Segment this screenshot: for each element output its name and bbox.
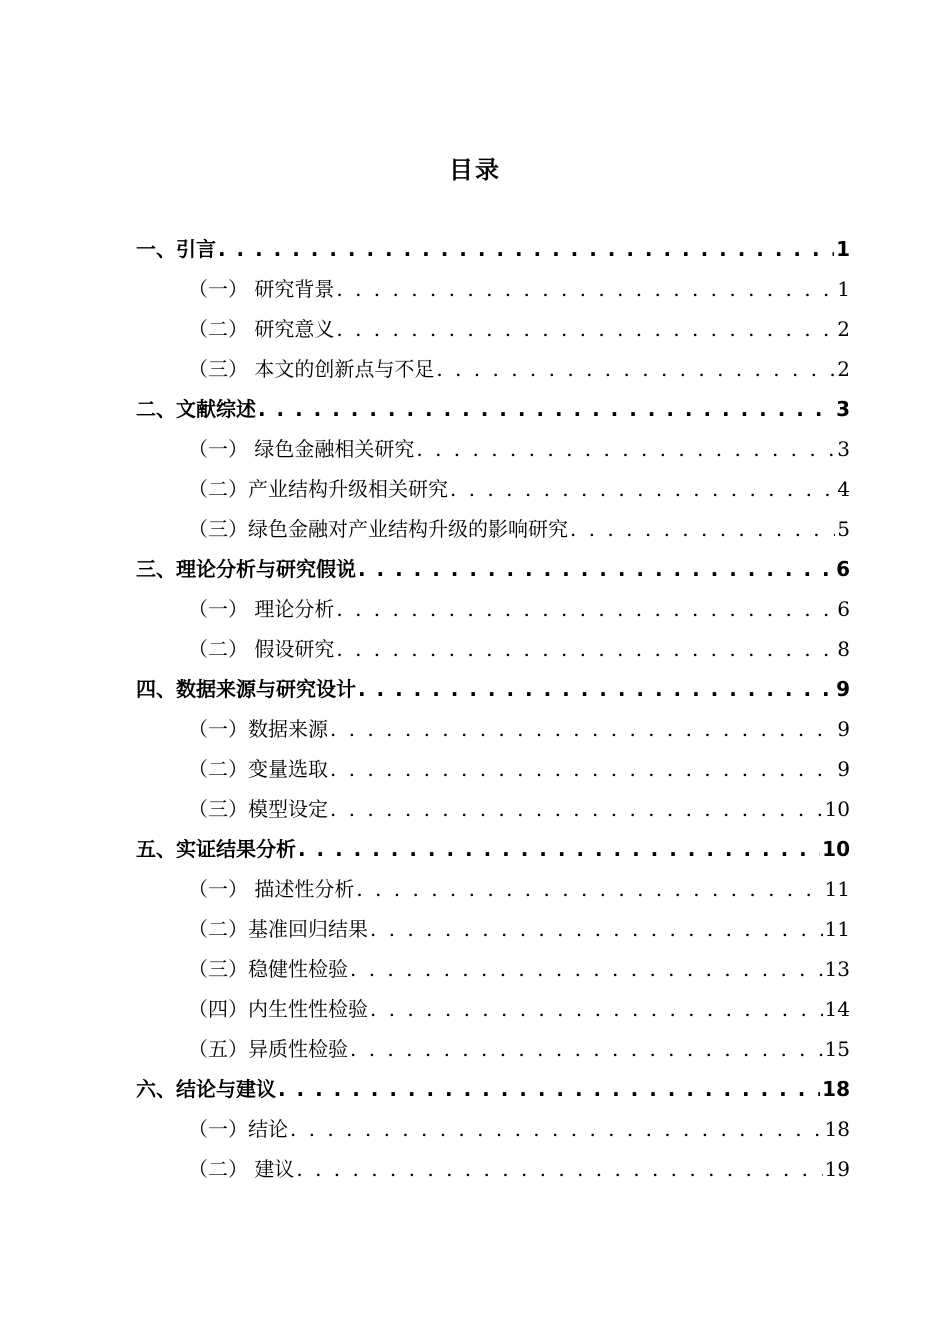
- toc-chapter-entry[interactable]: [136, 389, 850, 429]
- toc-dot-leader: [290, 1109, 823, 1149]
- toc-dot-leader: [298, 829, 820, 869]
- toc-section-entry[interactable]: [136, 869, 850, 909]
- toc-page-number: 10: [822, 837, 850, 861]
- toc-chapter-entry[interactable]: [136, 1069, 850, 1109]
- toc-dot-leader: [370, 989, 823, 1029]
- toc-dot-leader: [330, 749, 835, 789]
- toc-section-entry[interactable]: [136, 509, 850, 549]
- toc-section-entry[interactable]: [136, 349, 850, 389]
- toc-entry-title: 五、实证结果分析: [136, 837, 296, 861]
- toc-dot-leader: [296, 1149, 822, 1189]
- toc-dot-leader: [350, 1029, 823, 1069]
- toc-dot-leader: [350, 949, 823, 989]
- toc-chapter-entry[interactable]: [136, 229, 850, 269]
- toc-page-number: 6: [837, 597, 850, 621]
- toc-page-number: 2: [837, 357, 850, 381]
- toc-page-number: 4: [837, 477, 850, 501]
- toc-section-entry[interactable]: [136, 309, 850, 349]
- toc-dot-leader: [358, 549, 834, 589]
- toc-entry-title: （二） 建议: [188, 1157, 295, 1181]
- toc-page-number: 15: [824, 1037, 850, 1061]
- toc-entry-title: （一）结论: [188, 1117, 288, 1141]
- toc-page-number: 3: [837, 437, 850, 461]
- toc-section-entry[interactable]: [136, 909, 850, 949]
- toc-section-entry[interactable]: [136, 1029, 850, 1069]
- table-of-contents: [136, 229, 850, 1189]
- toc-section-entry[interactable]: [136, 589, 850, 629]
- toc-dot-leader: [330, 789, 823, 829]
- toc-entry-title: （四）内生性性检验: [188, 997, 368, 1021]
- toc-dot-leader: [330, 709, 835, 749]
- toc-chapter-entry[interactable]: [136, 549, 850, 589]
- toc-section-entry[interactable]: [136, 989, 850, 1029]
- toc-entry-title: （二） 研究意义: [188, 317, 335, 341]
- toc-page-number: 18: [822, 1077, 850, 1101]
- toc-entry-title: （一） 描述性分析: [188, 877, 355, 901]
- toc-entry-title: （二）基准回归结果: [188, 917, 368, 941]
- toc-dot-leader: [336, 309, 835, 349]
- toc-page-number: 11: [824, 917, 850, 941]
- toc-page-number: 9: [837, 757, 850, 781]
- toc-page-number: 19: [824, 1157, 850, 1181]
- toc-entry-title: （二）变量选取: [188, 757, 328, 781]
- toc-page-number: 5: [837, 517, 850, 541]
- toc-page-number: 8: [837, 637, 850, 661]
- toc-entry-title: （二） 假设研究: [188, 637, 335, 661]
- toc-dot-leader: [278, 1069, 820, 1109]
- toc-entry-title: 六、结论与建议: [136, 1077, 276, 1101]
- toc-page-number: 18: [824, 1117, 850, 1141]
- toc-page-number: 3: [836, 397, 850, 421]
- toc-dot-leader: [570, 509, 835, 549]
- toc-section-entry[interactable]: [136, 1149, 850, 1189]
- toc-entry-title: （三）绿色金融对产业结构升级的影响研究: [188, 517, 568, 541]
- toc-section-entry[interactable]: [136, 429, 850, 469]
- toc-dot-leader: [416, 429, 835, 469]
- toc-dot-leader: [356, 869, 822, 909]
- toc-entry-title: （一）数据来源: [188, 717, 328, 741]
- toc-dot-leader: [436, 349, 835, 389]
- toc-page-number: 1: [836, 237, 850, 261]
- toc-entry-title: （一） 绿色金融相关研究: [188, 437, 415, 461]
- toc-entry-title: （三）稳健性检验: [188, 957, 348, 981]
- toc-section-entry[interactable]: [136, 629, 850, 669]
- toc-chapter-entry[interactable]: [136, 829, 850, 869]
- toc-page-number: 6: [836, 557, 850, 581]
- toc-dot-leader: [370, 909, 823, 949]
- toc-page-number: 1: [837, 277, 850, 301]
- toc-chapter-entry[interactable]: [136, 669, 850, 709]
- toc-page-number: 13: [824, 957, 850, 981]
- page-title: 目录: [449, 156, 501, 184]
- toc-section-entry[interactable]: [136, 749, 850, 789]
- toc-section-entry[interactable]: [136, 789, 850, 829]
- toc-entry-title: 三、理论分析与研究假说: [136, 557, 356, 581]
- toc-page-number: 2: [837, 317, 850, 341]
- toc-entry-title: （五）异质性检验: [188, 1037, 348, 1061]
- toc-dot-leader: [258, 389, 834, 429]
- toc-entry-title: （三）模型设定: [188, 797, 328, 821]
- toc-dot-leader: [336, 589, 835, 629]
- toc-entry-title: （二）产业结构升级相关研究: [188, 477, 448, 501]
- toc-page-number: 11: [824, 877, 850, 901]
- toc-dot-leader: [218, 229, 834, 269]
- toc-page-number: 10: [824, 797, 850, 821]
- toc-section-entry[interactable]: [136, 269, 850, 309]
- toc-entry-title: 一、引言: [136, 237, 216, 261]
- toc-dot-leader: [450, 469, 835, 509]
- toc-section-entry[interactable]: [136, 1109, 850, 1149]
- toc-section-entry[interactable]: [136, 709, 850, 749]
- toc-page-number: 14: [824, 997, 850, 1021]
- toc-page-number: 9: [837, 717, 850, 741]
- toc-entry-title: （三） 本文的创新点与不足: [188, 357, 435, 381]
- toc-dot-leader: [336, 269, 835, 309]
- toc-entry-title: 二、文献综述: [136, 397, 256, 421]
- toc-section-entry[interactable]: [136, 949, 850, 989]
- toc-dot-leader: [358, 669, 834, 709]
- toc-entry-title: 四、数据来源与研究设计: [136, 677, 356, 701]
- toc-entry-title: （一） 理论分析: [188, 597, 335, 621]
- toc-entry-title: （一） 研究背景: [188, 277, 335, 301]
- toc-page-number: 9: [836, 677, 850, 701]
- toc-dot-leader: [336, 629, 835, 669]
- toc-section-entry[interactable]: [136, 469, 850, 509]
